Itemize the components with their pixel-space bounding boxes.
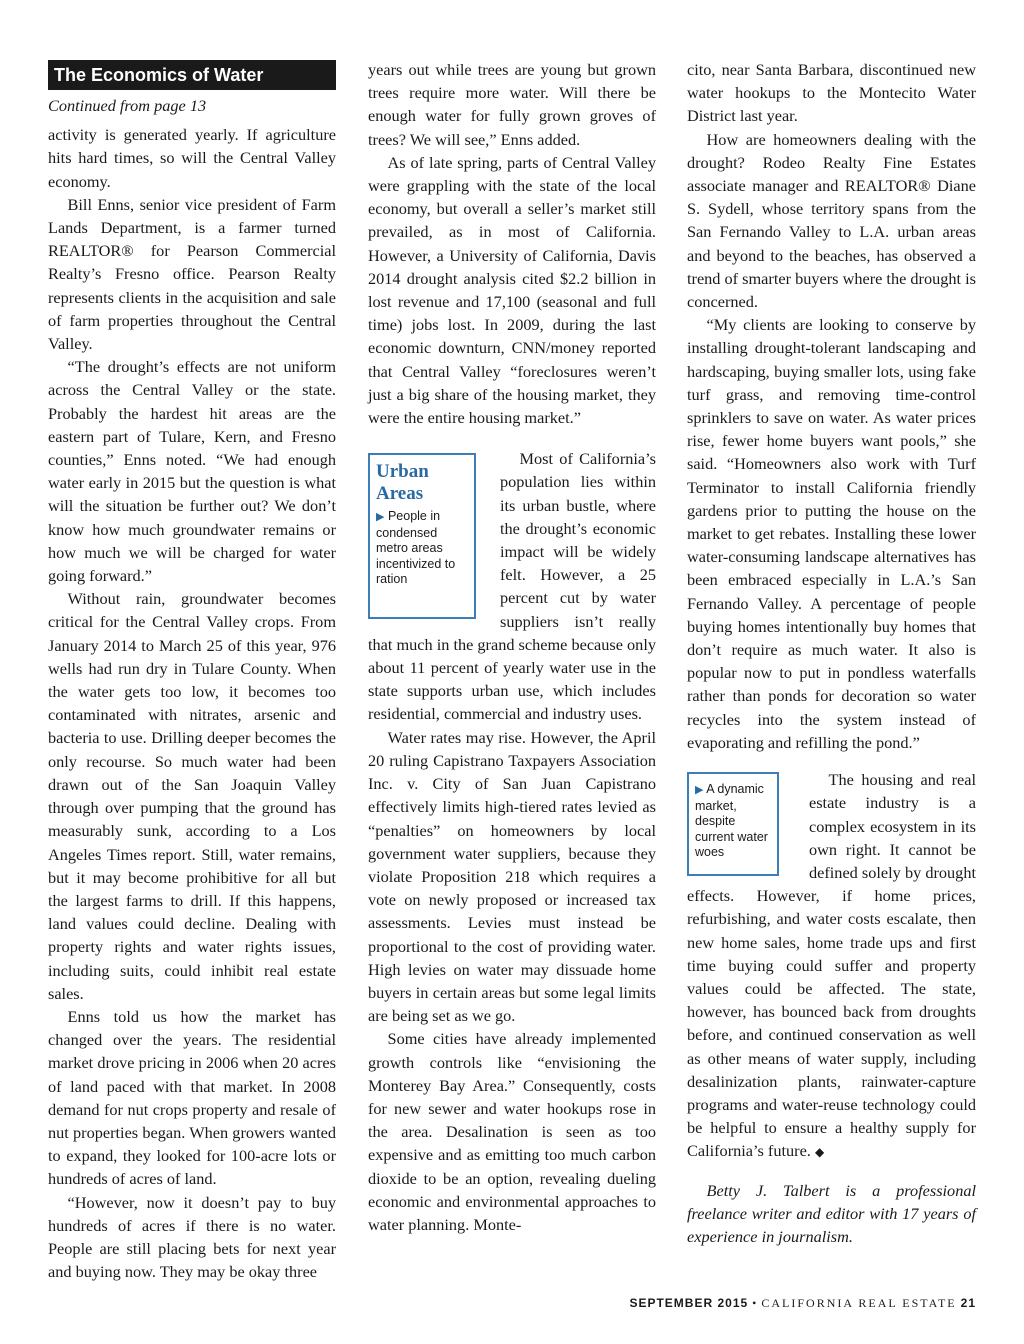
section-header: The Economics of Water	[48, 60, 336, 90]
paragraph-text: The housing and real estate industry is a complex ecosystem in its own right. It cannot be defined solely by drought effects. However, if home prices, refurbishing, and water costs escalate, then new home sales, home trade ups and first time buying could suffer and property values could be affected. The state, however, has bounced back from droughts before, and continued conservation as well as other means of water supply, including desalinization plants, rainwater-capture programs and water-reuse technology could be helpful to ensure a healthy supply for California’s future.	[687, 770, 976, 1161]
column-3	[687, 58, 976, 1248]
pull-quote-dynamic-market	[687, 772, 779, 876]
paragraph: years out while trees are young but grown trees require more water. Will there be enough water for fully grown groves of trees? We will see,” Enns added.	[368, 60, 656, 149]
pull-quote-title: Urban Areas	[376, 461, 429, 505]
paragraph: How are homeowners dealing with the drought? Rodeo Realty Fine Estates associate manager and REALTOR® Diane S. Sydell, whose territory spans from the San Fernando Valley to L.A. urban areas and beyond to the beaches, has observed a trend of smarter buyers where the drought is concerned.	[687, 129, 976, 312]
footer-date: SEPTEMBER 2015	[629, 1296, 749, 1310]
column-2	[368, 58, 656, 1236]
pull-quote-body	[376, 509, 468, 588]
triangle-right-icon: ▶	[376, 511, 385, 524]
paragraph: “The drought’s effects are not uniform across the Central Valley or the state. Probably the hardest hit areas are the eastern part of Tulare, Kern, and Fresno counties,” Enns noted. “We had enough water early in 2015 but the question is what will the situation be further out? We don’t know how much groundwater remains or how much we will be charged for water going forward.”	[48, 357, 336, 586]
continued-note: Continued from page 13	[48, 96, 207, 115]
paragraph: Without rain, groundwater becomes critical for the Central Valley crops. From January 2014 to March 25 of this year, 976 wells had run dry in Tulare County. When the water gets too low, it becomes too contaminated with nitrates, arsenic and bacteria to use. Drilling deeper becomes the only recourse. So much water had been drawn out of the San Joaquin Valley through over pumping that the ground has measurably sunk, according to a Los Angeles Times report. Still, water remains, but it may become prohibitive for all but the largest farms to drill. If this happens, land values could decline. Dealing with property rights and water rights issues, including suits, could inhibit real estate sales.	[48, 589, 336, 1003]
paragraph: activity is generated yearly. If agriculture hits hard times, so will the Central Valley economy.	[48, 125, 336, 191]
paragraph: “However, now it doesn’t pay to buy hundreds of acres if there is no water. People are still placing bets for next year and buying now. They may be okay three	[48, 1192, 336, 1282]
page-number: 21	[960, 1296, 976, 1310]
paragraph: cito, near Santa Barbara, discontinued new water hookups to the Montecito Water District last year.	[687, 60, 976, 126]
pull-quote-text: People in condensed metro areas incentivized to ration	[376, 509, 456, 587]
footer-publication: CALIFORNIA REAL ESTATE	[761, 1296, 957, 1310]
paragraph: “My clients are looking to conserve by installing drought-tolerant landscaping and hardscaping, buying smaller lots, using fake turf grass, and removing time-control sprinklers to save on water. As water prices rise, fewer home buyers want pools,” she said. “Homeowners also work with Turf Terminator to install California friendly gardens prior to putting the house on the market to get rebates. Installing these lower water-consuming landscape alternatives has been embraced especially in L.A.’s San Fernando Valley. A percentage of people buying homes intentionally buy homes that don’t require as much water. It also is popular now to put in pondless waterfalls rather than ponds for decoration so water recycles into the system instead of evaporating and refilling the pond.”	[687, 315, 976, 752]
paragraph: As of late spring, parts of Central Valley were grappling with the state of the local economy, but overall a seller’s market still prevailed, as in most of California. However, a University of California, Davis 2014 drought analysis cited $2.2 billion in lost revenue and 17,100 (seasonal and full time) jobs lost. In 2009, during the last economic downturn, CNN/money reported that Central Valley “foreclosures weren’t just a big share of the housing market, they were the entire housing market.”	[368, 152, 656, 428]
paragraph: Most of California’s population lies within its urban bustle, where the drought’s economic impact will be widely felt. However, a 25 percent cut by water suppliers isn’t really that much in the grand scheme because only about 11 percent of yearly water use in the state supports urban use, which includes residential, commercial and industry uses.	[368, 449, 656, 724]
paragraph: Enns told us how the market has changed over the years. The residential market drove pricing in 2006 when 20 acres of land paced with that market. In 2008 demand for nut crops property and resale of nut properties began. When growers wanted to expand, they looked for 100-acre lots or hundreds of acres of land.	[48, 1006, 336, 1189]
author-bio: Betty J. Talbert is a professional freelance writer and editor with 17 years of experience in journalism.	[687, 1180, 976, 1246]
paragraph: Water rates may rise. However, the April 20 ruling Capistrano Taxpayers Association Inc. v. City of San Juan Capistrano effectively limits high-tiered rates levied as “penalties” on homeowners by local government water suppliers, because they violate Proposition 218 which requires a vote on newly proposed or increased tax assessments. Levies must instead be proportional to the cost of providing water. High levies on water may dissuade home buyers in certain areas but some legal limits are being set as we go.	[368, 727, 656, 1026]
footer-bullet: •	[752, 1296, 758, 1310]
pull-quote-text: A dynamic market, despite current water woes	[695, 782, 768, 860]
pull-quote-urban-areas	[368, 453, 476, 619]
page-footer	[629, 1296, 976, 1311]
end-mark-icon: ◆	[814, 1145, 825, 1160]
pull-quote-body	[695, 782, 771, 861]
paragraph: Bill Enns, senior vice president of Farm Lands Department, is a farmer turned REALTOR® for Pearson Commercial Realty’s Fresno office. Pearson Realty represents clients in the acquisition and sale of farm properties throughout the Central Valley.	[48, 194, 336, 354]
column-1	[48, 58, 336, 1283]
triangle-right-icon: ▶	[695, 784, 704, 797]
paragraph: Some cities have already implemented growth controls like “envisioning the Monterey Bay Area.” Consequently, costs for new sewer and water hookups rose in the area. Desalination is seen as too expensive and as emitting too much carbon dioxide to be an option, revealing dueling economic and environmental approaches to water planning. Monte-	[368, 1029, 656, 1234]
